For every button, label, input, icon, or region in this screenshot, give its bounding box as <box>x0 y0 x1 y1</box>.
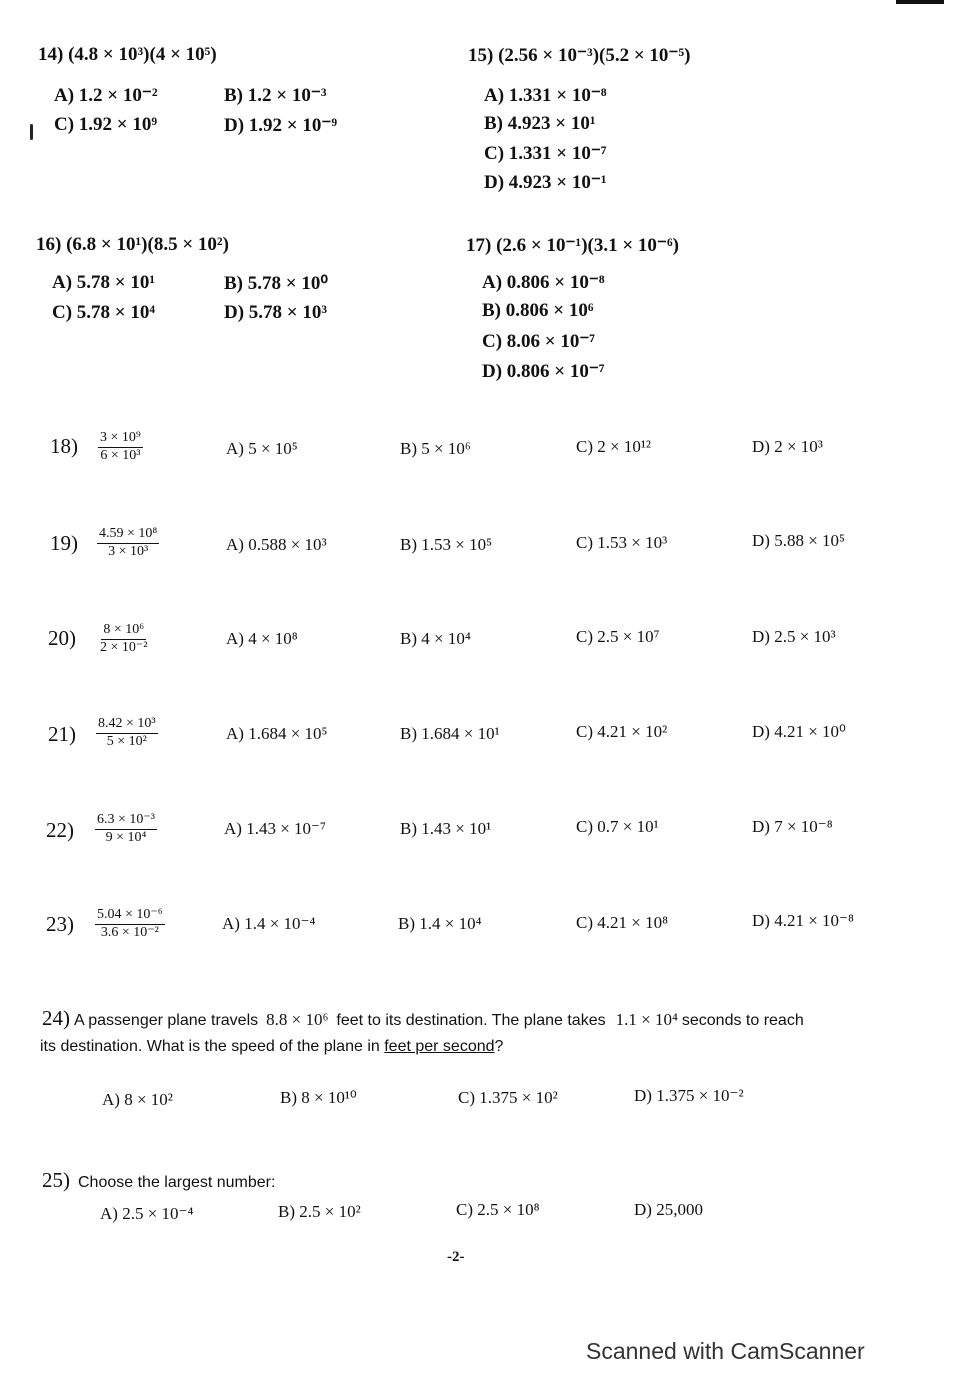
problem-16-choice-b: B) 5.78 × 10⁰ <box>224 273 328 294</box>
problem-24-text-c: seconds to reach <box>681 1012 804 1029</box>
problem-18-fraction <box>98 430 143 465</box>
problem-22-fraction <box>95 812 157 847</box>
problem-16-choice-d: D) 5.78 × 10³ <box>224 302 328 323</box>
problem-19-denominator: 3 × 10³ <box>108 543 149 559</box>
problem-23-number: 23) <box>46 912 74 936</box>
problem-20-denominator: 2 × 10⁻² <box>100 639 148 655</box>
problem-24-value-1: 8.8 × 10⁶ <box>266 1010 329 1029</box>
problem-21-choice-b: B) 1.684 × 10¹ <box>400 724 500 743</box>
problem-24-choice-c: C) 1.375 × 10² <box>458 1088 558 1107</box>
problem-17-choice-a: A) 0.806 × 10⁻⁸ <box>482 272 605 293</box>
problem-14-choice-b: B) 1.2 × 10⁻³ <box>224 85 327 106</box>
problem-17-header: 17) (2.6 × 10⁻¹)(3.1 × 10⁻⁶) <box>466 235 679 256</box>
problem-21-denominator: 5 × 10² <box>106 733 147 749</box>
problem-24-choice-b: B) 8 × 10¹⁰ <box>280 1088 357 1107</box>
problem-15-choice-b: B) 4.923 × 10¹ <box>484 113 596 134</box>
problem-24-line2-end: ? <box>494 1038 504 1055</box>
problem-24-choice-d: D) 1.375 × 10⁻² <box>634 1086 744 1105</box>
problem-24-number: 24) <box>42 1006 70 1030</box>
problem-19-choice-b: B) 1.53 × 10⁵ <box>400 535 493 554</box>
problem-22-numerator: 6.3 × 10⁻³ <box>95 812 157 830</box>
problem-25-choice-b: B) 2.5 × 10² <box>278 1202 361 1221</box>
problem-20-choice-a: A) 4 × 10⁸ <box>226 629 298 648</box>
problem-19-choice-d: D) 5.88 × 10⁵ <box>752 531 845 550</box>
problem-18-choice-d: D) 2 × 10³ <box>752 437 823 456</box>
problem-23-choice-c: C) 4.21 × 10⁸ <box>576 913 669 932</box>
problem-22-choice-b: B) 1.43 × 10¹ <box>400 819 492 838</box>
problem-25-text: Choose the largest number: <box>78 1174 276 1191</box>
problem-18-number: 18) <box>50 434 78 458</box>
top-edge-bar <box>896 0 944 4</box>
problem-20-numerator: 8 × 10⁶ <box>101 622 146 640</box>
problem-25-choice-a: A) 2.5 × 10⁻⁴ <box>100 1204 194 1223</box>
problem-18-denominator: 6 × 10³ <box>100 447 141 463</box>
problem-23-denominator: 3.6 × 10⁻² <box>100 924 159 940</box>
problem-21-choice-c: C) 4.21 × 10² <box>576 722 668 741</box>
problem-22-denominator: 9 × 10⁴ <box>105 829 147 845</box>
problem-21-number: 21) <box>48 722 76 746</box>
problem-24-line-1 <box>42 1006 804 1031</box>
problem-24-text-a: A passenger plane travels <box>74 1012 259 1029</box>
page-number: -2- <box>447 1249 465 1265</box>
problem-14-header: 14) (4.8 × 10³)(4 × 10⁵) <box>38 44 217 65</box>
scan-mark <box>30 124 33 140</box>
problem-17-choice-c: C) 8.06 × 10⁻⁷ <box>482 331 596 352</box>
problem-18-choice-a: A) 5 × 10⁵ <box>226 439 298 458</box>
problem-18-choice-b: B) 5 × 10⁶ <box>400 439 471 458</box>
problem-24-underline: feet per second <box>384 1038 495 1055</box>
problem-17-choice-b: B) 0.806 × 10⁶ <box>482 300 594 321</box>
problem-14-choice-d: D) 1.92 × 10⁻⁹ <box>224 115 338 136</box>
problem-14-choice-c: C) 1.92 × 10⁹ <box>54 114 158 135</box>
problem-21-numerator: 8.42 × 10³ <box>96 716 158 734</box>
problem-20-choice-b: B) 4 × 10⁴ <box>400 629 471 648</box>
problem-21-fraction <box>96 716 158 751</box>
problem-15-choice-a: A) 1.331 × 10⁻⁸ <box>484 85 607 106</box>
problem-14-choice-a: A) 1.2 × 10⁻² <box>54 85 158 106</box>
problem-22-choice-c: C) 0.7 × 10¹ <box>576 817 659 836</box>
problem-20-fraction <box>100 622 147 657</box>
problem-24-line-2 <box>40 1038 503 1056</box>
problem-25-choice-d: D) 25,000 <box>634 1200 703 1219</box>
problem-20-choice-d: D) 2.5 × 10³ <box>752 627 836 646</box>
problem-19-number: 19) <box>50 531 78 555</box>
problem-25-number: 25) <box>42 1168 70 1192</box>
problem-21-choice-a: A) 1.684 × 10⁵ <box>226 724 328 743</box>
problem-16-choice-c: C) 5.78 × 10⁴ <box>52 302 156 323</box>
problem-15-header: 15) (2.56 × 10⁻³)(5.2 × 10⁻⁵) <box>468 45 691 66</box>
problem-25-choice-c: C) 2.5 × 10⁸ <box>456 1200 540 1219</box>
problem-24-text-b: feet to its destination. The plane takes <box>336 1012 606 1029</box>
problem-25-line-1 <box>42 1168 275 1193</box>
problem-15-choice-d: D) 4.923 × 10⁻¹ <box>484 172 607 193</box>
problem-16-header: 16) (6.8 × 10¹)(8.5 × 10²) <box>36 234 229 255</box>
problem-24-value-2: 1.1 × 10⁴ <box>615 1010 678 1029</box>
problem-23-numerator: 5.04 × 10⁻⁶ <box>95 907 165 925</box>
problem-20-number: 20) <box>48 626 76 650</box>
problem-21-choice-d: D) 4.21 × 10⁰ <box>752 722 846 741</box>
scanner-watermark: Scanned with CamScanner <box>586 1338 865 1364</box>
problem-18-choice-c: C) 2 × 10¹² <box>576 437 652 456</box>
problem-17-choice-d: D) 0.806 × 10⁻⁷ <box>482 361 605 382</box>
problem-23-fraction <box>95 907 165 942</box>
problem-20-choice-c: C) 2.5 × 10⁷ <box>576 627 660 646</box>
problem-19-choice-a: A) 0.588 × 10³ <box>226 535 327 554</box>
problem-15-choice-c: C) 1.331 × 10⁻⁷ <box>484 143 607 164</box>
problem-23-choice-d: D) 4.21 × 10⁻⁸ <box>752 911 854 930</box>
problem-19-fraction <box>97 526 159 561</box>
problem-22-choice-d: D) 7 × 10⁻⁸ <box>752 817 833 836</box>
problem-19-choice-c: C) 1.53 × 10³ <box>576 533 668 552</box>
problem-16-choice-a: A) 5.78 × 10¹ <box>52 272 156 293</box>
problem-22-number: 22) <box>46 818 74 842</box>
problem-23-choice-b: B) 1.4 × 10⁴ <box>398 914 482 933</box>
problem-23-choice-a: A) 1.4 × 10⁻⁴ <box>222 914 316 933</box>
problem-24-line2-text: its destination. What is the speed of the plane in <box>40 1038 380 1055</box>
problem-19-numerator: 4.59 × 10⁸ <box>97 526 159 544</box>
problem-22-choice-a: A) 1.43 × 10⁻⁷ <box>224 819 326 838</box>
problem-18-numerator: 3 × 10⁹ <box>98 430 143 448</box>
problem-24-choice-a: A) 8 × 10² <box>102 1090 173 1109</box>
